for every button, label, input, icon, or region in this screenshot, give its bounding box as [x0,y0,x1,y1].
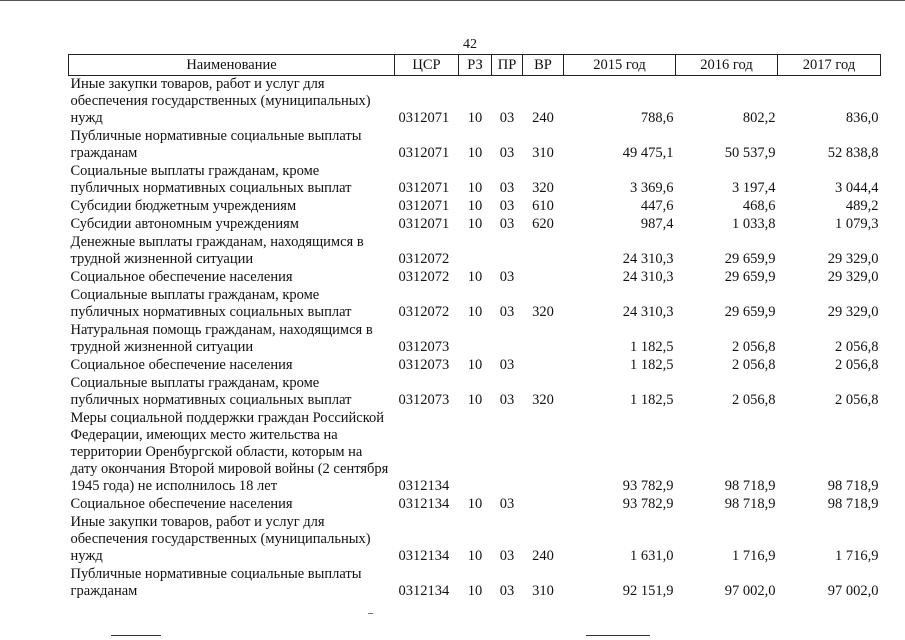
cell-2015: 24 310,3 [622,269,674,285]
cell-name: Социальные выплаты гражданам, кроме публичных нормативных социальных выплат [70,163,352,196]
cell-vr: 310 [532,583,554,599]
cell-pr: 03 [499,583,515,599]
cell-2016: 98 718,9 [724,478,776,494]
header-pr: ПР [492,55,523,76]
cell-pr: 03 [499,198,515,214]
cell-pr: 03 [499,496,515,512]
cell-csr: 0312071 [398,198,450,214]
cell-2017: 2 056,8 [835,357,879,373]
cell-2015: 24 310,3 [622,251,674,267]
cell-vr: 320 [532,392,554,408]
cell-2016: 1 716,9 [732,548,776,564]
table-row [69,216,881,234]
cell-csr: 0312134 [398,496,450,512]
cell-csr: 0312073 [398,357,450,373]
cell-2016: 2 056,8 [732,392,776,408]
cell-vr: 320 [532,304,554,320]
table-row [69,322,881,357]
cell-2015: 93 782,9 [622,478,674,494]
cell-csr: 0312072 [398,251,450,267]
cell-rz: 10 [467,583,483,599]
cell-pr [492,410,523,496]
cell-2017: 29 329,0 [827,269,879,285]
cell-rz: 10 [467,304,483,320]
cell-csr: 0312071 [398,180,450,196]
cell-csr: 0312072 [398,304,450,320]
cell-pr: 03 [499,269,515,285]
cell-rz: 10 [467,180,483,196]
cell-2016: 98 718,9 [724,496,776,512]
cell-pr [492,322,523,357]
cell-pr: 03 [499,548,515,564]
cell-2015: 3 369,6 [630,180,674,196]
cell-csr: 0312073 [398,392,450,408]
cell-2015: 1 631,0 [630,548,674,564]
table-row [69,496,881,514]
cell-2015: 1 182,5 [630,339,674,355]
header-name: Наименование [69,55,395,76]
header-2015: 2015 год [564,55,676,76]
cell-pr: 03 [499,110,515,126]
cell-vr [523,269,564,287]
cell-2016: 2 056,8 [732,339,776,355]
budget-table [68,54,881,601]
cell-name: Социальные выплаты гражданам, кроме публичных нормативных социальных выплат [70,375,352,408]
cell-name: Натуральная помощь гражданам, находящимся в трудной жизненной ситуации [70,322,373,355]
cell-2015: 93 782,9 [622,496,674,512]
cell-vr [523,410,564,496]
cell-2017: 836,0 [845,110,879,126]
table-row [69,357,881,375]
cell-vr: 310 [532,145,554,161]
cell-2017: 97 002,0 [827,583,879,599]
header-rz: РЗ [459,55,492,76]
cell-rz: 10 [467,548,483,564]
cell-name: Меры социальной поддержки граждан Российской Федерации, имеющих место жительства на территории Оренбургской области, которым на дату окончания Второй мировой войны (2 сентября 1945 года) не исполнилось 18 лет [70,410,389,494]
cell-2016: 1 033,8 [732,216,776,232]
table-row [69,375,881,410]
cell-rz [459,322,492,357]
table-row [69,128,881,163]
cell-name: Социальное обеспечение населения [70,269,293,285]
cell-name: Иные закупки товаров, работ и услуг для обеспечения государственных (муниципальных) нужд [70,514,371,564]
cell-2015: 92 151,9 [622,583,674,599]
cell-2015: 1 182,5 [630,357,674,373]
cell-name: Социальное обеспечение населения [70,496,293,512]
table-row [69,566,881,601]
cell-vr [523,322,564,357]
cell-name: Публичные нормативные социальные выплаты гражданам [70,128,362,161]
cell-csr: 0312071 [398,216,450,232]
cell-vr: 610 [532,198,554,214]
cell-pr [492,234,523,269]
cell-vr [523,357,564,375]
cell-2017: 29 329,0 [827,304,879,320]
cell-name: Денежные выплаты гражданам, находящимся в трудной жизненной ситуации [70,234,364,267]
cell-2016: 29 659,9 [724,304,776,320]
cell-pr: 03 [499,392,515,408]
footer-mark [368,613,373,614]
header-2016: 2016 год [676,55,778,76]
header-2017: 2017 год [778,55,881,76]
cell-2015: 987,4 [640,216,674,232]
cell-rz: 10 [467,198,483,214]
cell-name: Иные закупки товаров, работ и услуг для обеспечения государственных (муниципальных) нужд [70,76,371,126]
header-vr: ВР [523,55,564,76]
cell-name: Субсидии бюджетным учреждениям [70,198,297,214]
table-row [69,76,881,129]
table-row [69,234,881,269]
cell-2017: 3 044,4 [835,180,879,196]
cell-2017: 1 079,3 [835,216,879,232]
table-row [69,198,881,216]
cell-csr: 0312134 [398,548,450,564]
table-row [69,269,881,287]
cell-2016: 50 537,9 [724,145,776,161]
cell-csr: 0312134 [398,478,450,494]
cell-name: Субсидии автономным учреждениям [70,216,299,232]
footer-rule-left [111,635,161,636]
cell-rz: 10 [467,269,483,285]
cell-rz: 10 [467,110,483,126]
cell-2016: 2 056,8 [732,357,776,373]
cell-2017: 489,2 [845,198,879,214]
budget-table-container [68,54,880,601]
cell-2015: 24 310,3 [622,304,674,320]
cell-rz: 10 [467,357,483,373]
cell-pr: 03 [499,216,515,232]
cell-2016: 3 197,4 [732,180,776,196]
cell-rz: 10 [467,496,483,512]
cell-csr: 0312072 [398,269,450,285]
cell-2015: 788,6 [640,110,674,126]
top-rule [0,0,905,1]
cell-name: Публичные нормативные социальные выплаты гражданам [70,566,362,599]
cell-2017: 98 718,9 [827,478,879,494]
cell-csr: 0312134 [398,583,450,599]
footer-rule-right [586,635,650,636]
cell-vr: 240 [532,110,554,126]
cell-2017: 2 056,8 [835,392,879,408]
cell-rz: 10 [467,145,483,161]
cell-2017: 52 838,8 [827,145,879,161]
cell-2016: 468,6 [742,198,776,214]
cell-2016: 29 659,9 [724,269,776,285]
cell-rz: 10 [467,216,483,232]
cell-csr: 0312073 [398,339,450,355]
cell-2016: 97 002,0 [724,583,776,599]
header-csr: ЦСР [395,55,459,76]
table-header [69,55,881,76]
cell-rz: 10 [467,392,483,408]
cell-rz [459,410,492,496]
cell-vr [523,496,564,514]
cell-2017: 1 716,9 [835,548,879,564]
cell-2015: 49 475,1 [622,145,674,161]
cell-pr: 03 [499,304,515,320]
cell-2017: 29 329,0 [827,251,879,267]
cell-2015: 447,6 [640,198,674,214]
cell-pr: 03 [499,145,515,161]
cell-vr [523,234,564,269]
cell-2017: 2 056,8 [835,339,879,355]
cell-vr: 620 [532,216,554,232]
cell-2017: 98 718,9 [827,496,879,512]
table-row [69,287,881,322]
cell-2015: 1 182,5 [630,392,674,408]
table-row [69,410,881,496]
table-row [69,514,881,566]
cell-name: Социальные выплаты гражданам, кроме публичных нормативных социальных выплат [70,287,352,320]
table-row [69,163,881,198]
cell-rz [459,234,492,269]
table-body [69,76,881,602]
cell-pr: 03 [499,357,515,373]
page-number: 42 [463,37,477,52]
cell-vr: 240 [532,548,554,564]
cell-vr: 320 [532,180,554,196]
cell-name: Социальное обеспечение населения [70,357,293,373]
cell-2016: 802,2 [742,110,776,126]
cell-csr: 0312071 [398,110,450,126]
cell-2016: 29 659,9 [724,251,776,267]
cell-csr: 0312071 [398,145,450,161]
cell-pr: 03 [499,180,515,196]
